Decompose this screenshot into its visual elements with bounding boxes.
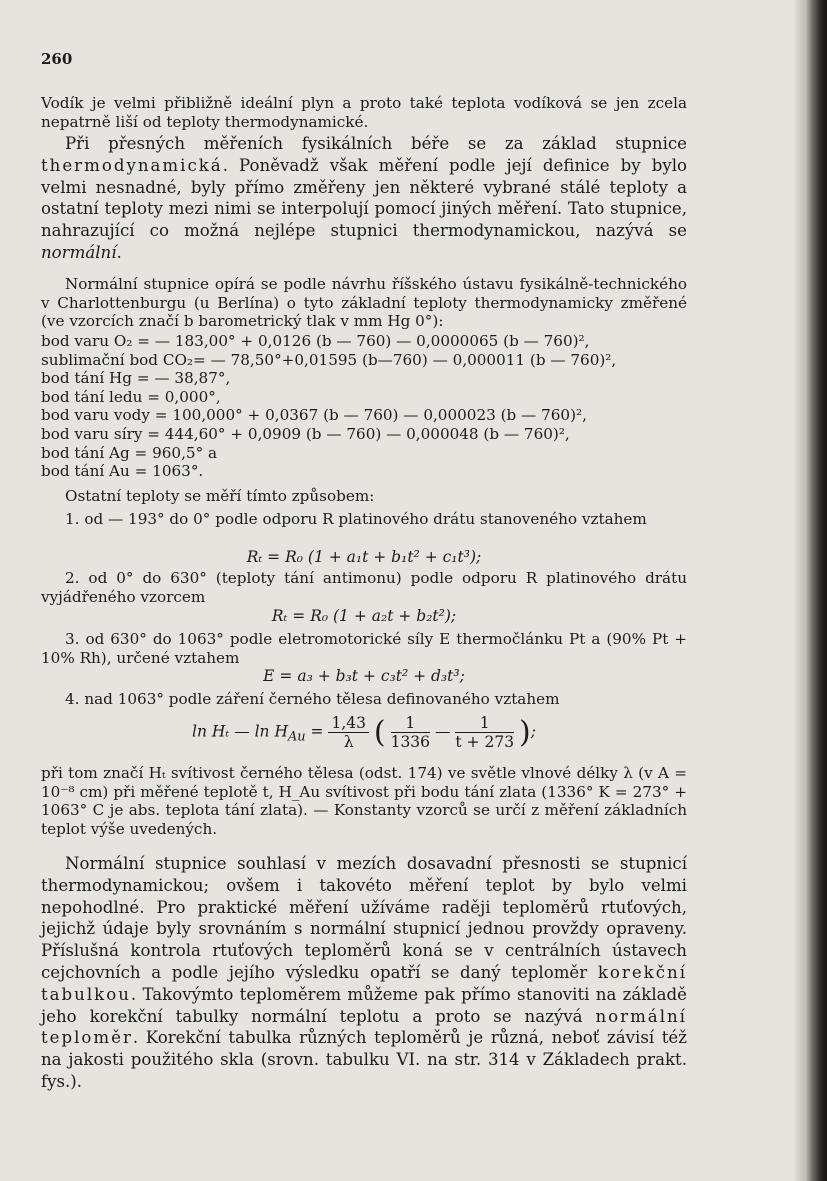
formula-4: ln Hₜ — $\ln H_{Au}$ = $\frac{1,43}{\lambda}$ ( $\frac{1}{1336}$ — $\frac{1}{t + 273}$ ); — [192, 714, 536, 751]
spine-shadow — [793, 0, 805, 1181]
fixed-point: bod tání ledu = 0,000°, — [41, 387, 221, 406]
method-1: 1. od — 193° do 0° podle odporu R platinového drátu stanoveného vztahem — [65, 510, 647, 528]
fraction: $\frac{1,43}{\lambda}$ — [328, 714, 369, 751]
fixed-points-list — [41, 332, 687, 481]
fixed-point: bod varu síry = 444,60° + 0,0909 (b — 760) — 0,000048 (b — 760)², — [41, 424, 570, 443]
other-temps-intro: Ostatní teploty se měří tímto způsobem: — [65, 487, 375, 505]
thermodynamic-scale-paragraph: Při přesných měřeních fysikálních béře se za základ stupnice thermodynamická. Poněvadž však měření podle její definice by bylo velmi nesnadné, byly přímo změřeny jen některé vybrané stálé teploty a ostatní teploty mezi nimi se interpolují pomocí jiných měření. Tato stupnice, nahrazující co možná nejlépe stupnici thermodynamickou, nazývá se normální. — [41, 134, 687, 262]
fixed-point: bod tání Au = 1063°. — [41, 462, 204, 481]
method-2: 2. od 0° do 630° (teploty tání antimonu) podle odporu R platinového drátu vyjádřeného vzorcem — [41, 569, 687, 606]
page-number: 260 — [41, 50, 73, 68]
fixed-point: bod varu vody = 100,000° + 0,0367 (b — 760) — 0,000023 (b — 760)², — [41, 406, 587, 425]
term-normal-thermometer: normální teploměr — [41, 1006, 687, 1048]
normal-scale-intro: Normální stupnice opírá se podle návrhu říšského ústavu fysikálně-technického v Charlottenburgu (u Berlína) o tyto základní teploty thermodynamicky změřené (ve vzorcích značí b barometrický tlak v mm Hg 0°): — [41, 275, 687, 331]
normal-thermometer-paragraph: Normální stupnice souhlasí v mezích dosavadní přesnosti se stupnicí thermodynamickou; ovšem i takovéto měření teplot by bylo velmi nepohodlné. Pro praktické měření užíváme raději teploměrů rtuťových, jejichž údaje byly srovnáním s normální stupnicí jednou provždy opraveny. Příslušná kontrola rtuťových teploměrů koná se v centrálních ústavech cejchovních a podle jejího výsledku opatří se daný teploměr korekční tabulkou. Takovýmto teploměrem můžeme pak přímo stanoviti na základě jeho korekční tabulky normální teplotu a proto se nazývá normální teploměr. Korekční tabulka různých teploměrů je různá, neboť závisí též na jakosti použitého skla (srovn. tabulku VI. na str. 314 v Základech prakt. fys.). — [41, 854, 687, 1091]
book-spine — [805, 0, 827, 1181]
fixed-point: bod varu O₂ = — 183,00° + 0,0126 (b — 760) — 0,0000065 (b — 760)², — [41, 332, 590, 350]
term-thermodynamic: thermodynamická — [41, 155, 223, 175]
formula-3: E = a₃ + b₃t + c₃t² + d₃t³; — [263, 667, 465, 685]
fixed-point: sublimační bod CO₂= — 78,50°+0,01595 (b—760) — 0,000011 (b — 760)², — [41, 350, 617, 369]
fraction: $\frac{1}{t + 273}$ — [455, 714, 515, 751]
formula-2: Rₜ = R₀ (1 + a₂t + b₂t²); — [271, 607, 457, 625]
term-correction-table: korekční tabulkou — [41, 962, 687, 1004]
fixed-point: bod tání Hg = — 38,87°, — [41, 369, 231, 388]
method-3: 3. od 630° do 1063° podle eletromotorické síly E thermočlánku Pt a (90% Pt + 10% Rh), určené vztahem — [41, 630, 687, 667]
term-normal: normální — [41, 242, 117, 262]
formula-note: při tom značí Hₜ svítivost černého tělesa (odst. 174) ve světle vlnové délky λ (v A = 10⁻⁸ cm) při měřené teplotě t, H_Au svítivost při bodu tání zlata (1336° K = 273° + 1063° C je abs. teplota tání zlata). — Konstanty vzorců se určí z měření základních teplot výše uvedených. — [41, 764, 687, 838]
fraction: $\frac{1}{1336}$ — [390, 714, 431, 751]
formula-1: Rₜ = R₀ (1 + a₁t + b₁t² + c₁t³); — [246, 548, 482, 566]
fixed-point: bod tání Ag = 960,5° a — [41, 443, 218, 462]
method-4: 4. nad 1063° podle záření černého tělesa definovaného vztahem — [65, 690, 560, 708]
intro-paragraph: Vodík je velmi přibližně ideální plyn a proto také teplota vodíková se jen zcela nepatrně liší od teploty thermodynamické. — [41, 94, 687, 131]
